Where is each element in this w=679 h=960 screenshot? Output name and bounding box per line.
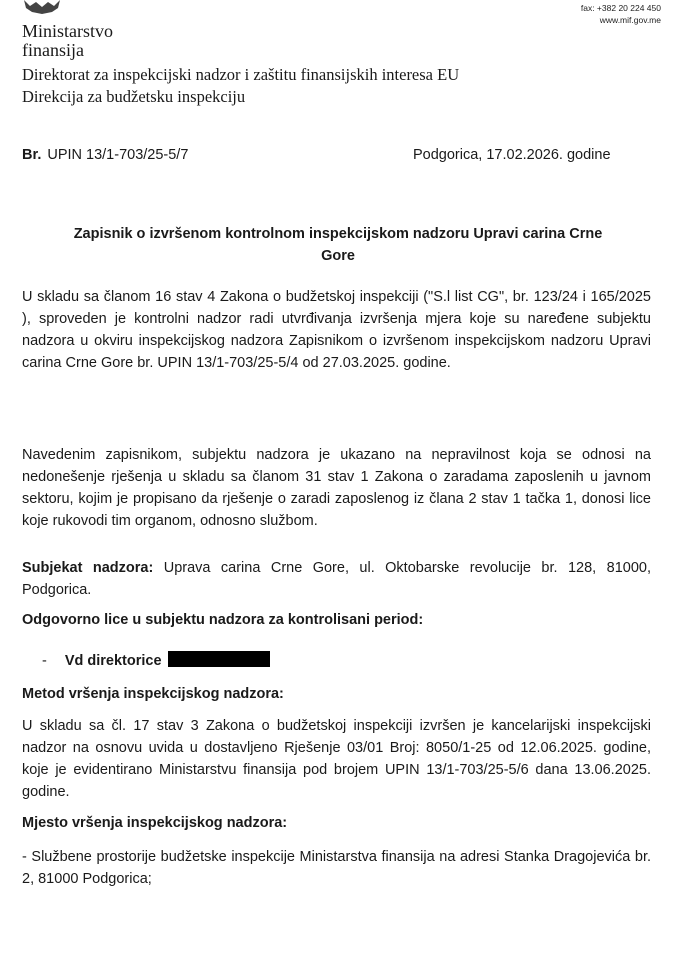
ministry-name: Ministarstvo finansija (22, 21, 114, 60)
contact-info (581, 2, 661, 26)
document-title: Zapisnik o izvršenom kontrolnom inspekcijskom nadzoru Upravi carina Crne Gore (73, 226, 603, 264)
coat-of-arms-icon (22, 0, 62, 14)
department-info (22, 64, 459, 108)
intro-paragraph: U skladu sa članom 16 stav 4 Zakona o budžetskoj inspekciji ("S.l list CG", br. 123/24 i 165/2025 ), sproveden je kontrolni nadzor radi utvrđivanja izvršenja mjera koje su naređene subjektu nadzora u okviru inspekcijskog nadzora Zapisnikom o izvršenom inspekcijskom nadzoru Upravi carina Crne Gore br. UPIN 13/1-703/25-5/4 od 27.03.2025. godine. (22, 289, 651, 371)
redacted-name (168, 651, 270, 667)
subject-value: Uprava carina Crne Gore, ul. Oktobarske revolucije br. 128, 81000, Podgorica. (22, 560, 651, 598)
finding-paragraph: Navedenim zapisnikom, subjektu nadzora je ukazano na nepravilnost koja se odnosi na nedonešenje rješenja u skladu sa članom 31 stav 1 Zakona o zaradama zaposlenih u javnom sektoru, kojim je propisano da rješenje o zaradi zaposlenog iz člana 2 stav 1 tačka 1, donosi lice koje rukovodi tim organom, odnosno službom. (22, 447, 651, 529)
responsible-heading: Odgovorno lice u subjektu nadzora za kontrolisani period: (22, 612, 424, 628)
subject-paragraph (22, 557, 651, 601)
director-line: - Vd direktorice (42, 651, 270, 669)
method-paragraph: U skladu sa čl. 17 stav 3 Zakona o budžetskoj inspekciji izvršen je kancelarijski inspekcijski nadzor na osnovu uvida u dostavljeno Rješenje 03/01 Broj: 8050/1-25 od 12.06.2025. godine, koje je evidentirano Ministarstvu finansija pod brojem UPIN 13/1-703/25-5/6 dana 13.06.2025. godine. (22, 718, 651, 800)
location-paragraph: - Službene prostorije budžetske inspekcije Ministarstva finansija na adresi Stanka Dragojevića br. 2, 81000 Podgorica; (22, 849, 651, 887)
website: www.mif.gov.me (599, 15, 661, 25)
director-role: Vd direktorice (64, 653, 162, 669)
subject-label: Subjekat nadzora: (22, 560, 154, 576)
place-date: Podgorica, 17.02.2026. godine (413, 147, 611, 163)
reference-number: Br. UPIN 13/1-703/25-5/7 (22, 147, 189, 163)
fax-number: fax: +382 20 224 450 (580, 3, 661, 13)
directorate-name: Direktorat za inspekcijski nadzor i zaštitu finansijskih interesa EU (22, 65, 460, 84)
method-heading: Metod vršenja inspekcijskog nadzora: (22, 686, 284, 702)
location-heading: Mjesto vršenja inspekcijskog nadzora: (22, 815, 288, 831)
division-name: Direkcija za budžetsku inspekciju (22, 87, 246, 106)
